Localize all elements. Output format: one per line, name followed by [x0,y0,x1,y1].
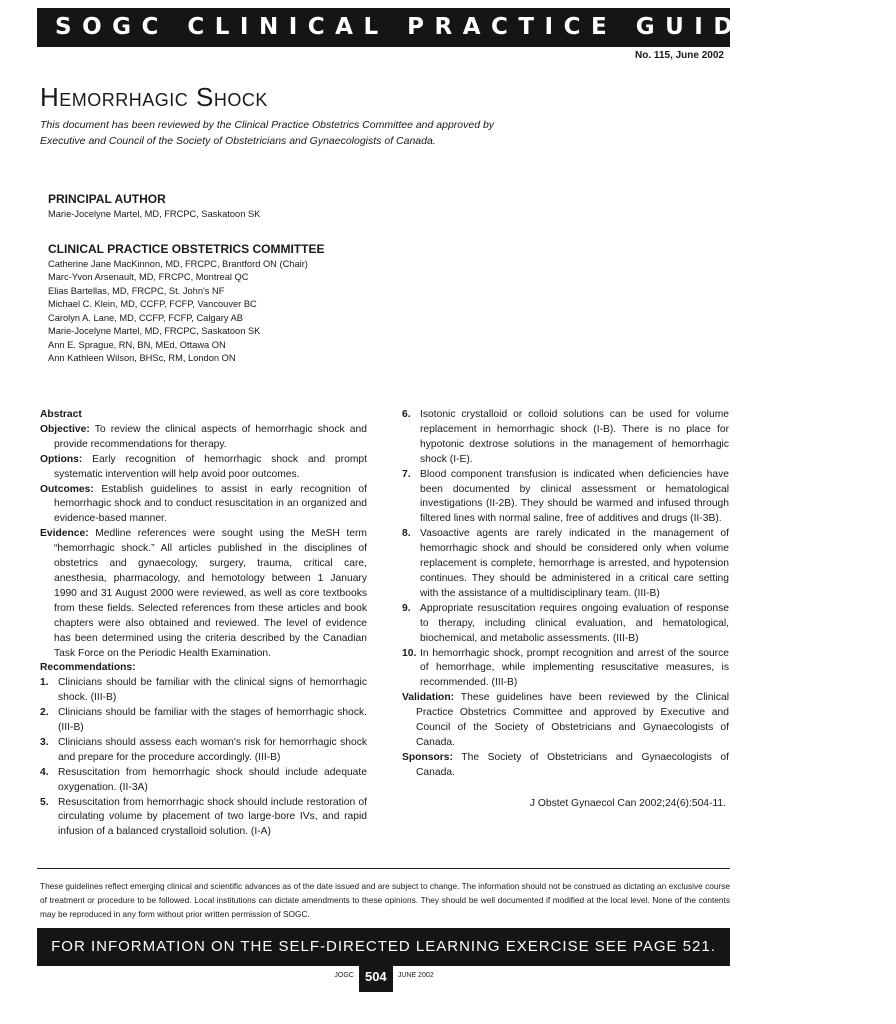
recommendation-item [40,706,367,736]
recommendation-number: 9. [402,602,411,614]
committee-heading: CLINICAL PRACTICE OBSTETRICS COMMITTEE [48,241,325,256]
objective-paragraph [40,423,367,453]
options-text: Early recognition of hemorrhagic shock and prompt systematic intervention will help avoid poor outcomes. [54,453,367,480]
recommendation-item [40,676,367,706]
sponsors-label: Sponsors: [402,751,453,763]
recommendation-item [402,527,729,602]
outcomes-paragraph [40,483,367,528]
evidence-text: Medline references were sought using the MeSH term “hemorrhagic shock.” All articles published in the disciplines of obstetrics and gynaecology, surgery, trauma, critical care, anesthesia, pharmacology, and hemotology between 1 January 1990 and 31 August 2000 were reviewed, as well as core textbooks from these fields. Selected references from these articles and book chapters were also obtained and reviewed. The level of evidence has been determined using the criteria described by the Canadian Task Force on the Periodic Health Examination. [54,528,367,659]
recommendation-number: 7. [402,468,411,480]
recommendation-number: 4. [40,766,49,778]
committee-member: Michael C. Klein, MD, CCFP, FCFP, Vancouver BC [48,299,257,309]
recommendation-number: 6. [402,409,411,420]
guidelines-banner: SOGC CLINICAL PRACTICE GUIDELINES [37,8,730,47]
recommendation-item [402,468,729,528]
recommendation-text: Appropriate resuscitation requires ongoing evaluation of response to therapy, including clinical evaluation, and hematological, biochemical, and metabolic assessments. (III-B) [420,602,729,644]
options-paragraph [40,453,367,483]
committee-member: Marc-Yvon Arsenault, MD, FRCPC, Montreal QC [48,272,249,282]
disclaimer: These guidelines reflect emerging clinical and scientific advances as of the date issued and are subject to change. The information should not be construed as dictating an exclusive course of treatment or procedure to be followed. Local institutions can dictate amendments to these opinions. They should be well documented if modified at the local level. None of the contents may be reproduced in any form without prior written permission of SOGC. [40,881,730,919]
divider-rule [37,868,730,869]
abstract-right-column [402,408,729,812]
recommendation-text: Clinicians should be familiar with the stages of hemorrhagic shock. (III-B) [58,707,367,734]
abstract-left-column [40,408,367,840]
recommendation-item [40,736,367,766]
validation-text: These guidelines have been reviewed by the Clinical Practice Obstetrics Committee and approved by Executive and Council of the Society of Obstetricians and Gynaecologists of Canada. [416,692,729,748]
recommendation-text: Clinicians should assess each woman's risk for hemorrhagic shock and prepare for the procedure accordingly. (III-B) [58,736,367,763]
recommendation-text: Isotonic crystalloid or colloid solutions can be used for volume replacement in hemorrhagic shock (I-B). There is no place for hypotonic dextrose solutions in the management of hemorrhagic shock (I-E). [420,409,729,465]
recommendation-text: Resuscitation from hemorrhagic shock should include restoration of circulating volume by placement of two large-bore IVs, and rapid infusion of a balanced crystalloid solution. (I-A) [58,796,367,838]
sponsors-text: The Society of Obstetricians and Gynaecologists of Canada. [416,751,729,778]
journal-citation: J Obstet Gynaecol Can 2002;24(6):504-11. [529,797,726,809]
intro-statement: This document has been reviewed by the Clinical Practice Obstetrics Committee and approved by Executive and Council of the Society of Obstetricians and Gynaecologists of Canada. [40,119,495,147]
authors-block [48,192,408,366]
committee-member: Ann Kathleen Wilson, BHSc, RM, London ON [48,353,236,363]
validation-paragraph [402,691,729,751]
recommendation-number: 2. [40,707,49,719]
recommendation-text: Clinicians should be familiar with the clinical signs of hemorrhagic shock. (III-B) [58,677,367,704]
options-label: Options: [40,453,83,465]
committee-member: Catherine Jane MacKinnon, MD, FRCPC, Brantford ON (Chair) [48,258,308,269]
recommendation-item [40,796,367,841]
recommendations-heading: Recommendations: [40,662,136,674]
objective-text: To review the clinical aspects of hemorrhagic shock and provide recommendations for therapy. [54,423,367,450]
outcomes-label: Outcomes: [40,483,94,495]
recommendation-number: 8. [402,528,411,540]
recommendation-item [40,766,367,796]
recommendation-number: 3. [40,736,49,748]
recommendation-text: Blood component transfusion is indicated when deficiencies have been documented by clinical assessment or hematological investigations (II-2B). They should be warmed and infused through filtered lines with normal saline, free of additives and drugs (II-3B). [420,468,729,525]
committee-member: Elias Bartellas, MD, FRCPC, St. John's NF [48,285,225,296]
learning-exercise-banner: FOR INFORMATION ON THE SELF-DIRECTED LEARNING EXERCISE SEE PAGE 521. [37,928,730,966]
footer-date: JUNE 2002 [397,972,434,979]
recommendation-number: 1. [40,677,49,689]
recommendation-item [402,647,729,692]
page-title: Hemorrhagic Shock [40,82,268,112]
objective-label: Objective: [40,423,90,435]
validation-label: Validation: [402,692,455,704]
principal-author-heading: PRINCIPAL AUTHOR [48,192,166,206]
recommendation-item [402,602,729,647]
recommendation-text: Vasoactive agents are rarely indicated in the management of hemorrhagic shock and should be considered only when volume replacement is complete, hemorrhage is arrested, and hypotension continues. They should be administered in a critical care setting with the assistance of a multidisciplinary team. (III-B) [420,528,729,599]
recommendation-item [402,408,729,468]
committee-member: Marie-Jocelyne Martel, MD, FRCPC, Saskatoon SK [48,326,261,336]
abstract-heading: Abstract [40,409,82,420]
committee-member: Ann E. Sprague, RN, BN, MEd, Ottawa ON [48,339,226,350]
page-footer [0,964,768,994]
sponsors-paragraph [402,751,729,781]
recommendation-number: 5. [40,796,49,808]
journal-name: JOGC [334,972,354,979]
outcomes-text: Establish guidelines to assist in early recognition of hemorrhagic shock and to conduct resuscitation in an organized and evidence-based manner. [54,483,367,525]
evidence-paragraph [40,527,367,661]
committee-member: Carolyn A. Lane, MD, CCFP, FCFP, Calgary AB [48,312,243,323]
recommendation-number: 10. [402,647,417,659]
evidence-label: Evidence: [40,528,89,540]
page-number: 504 [359,964,393,992]
recommendation-text: Resuscitation from hemorrhagic shock should include adequate oxygenation. (II-3A) [58,766,367,793]
issue-number: No. 115, June 2002 [635,50,724,61]
recommendation-text: In hemorrhagic shock, prompt recognition and arrest of the source of hemorrhage, while implementing resuscitative measures, is recommended. (III-B) [420,647,729,689]
principal-author-name: Marie-Jocelyne Martel, MD, FRCPC, Saskatoon SK [48,209,261,219]
